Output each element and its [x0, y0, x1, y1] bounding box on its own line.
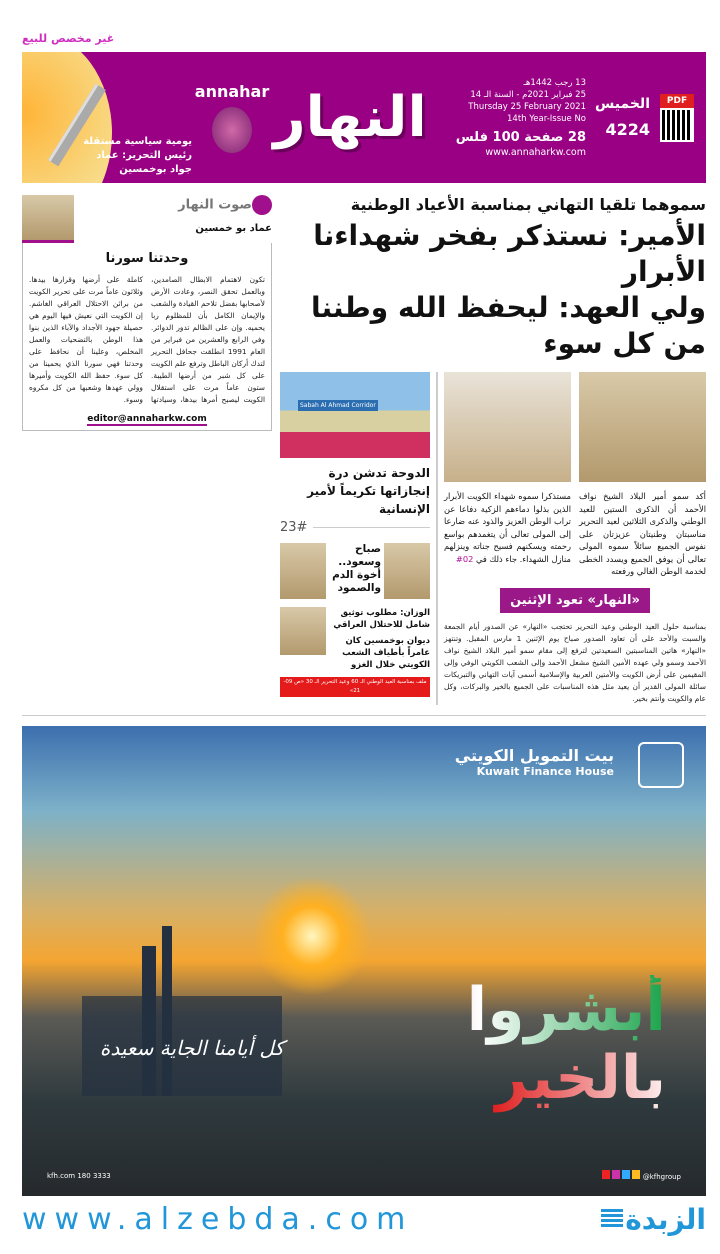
issue-number: 4224: [605, 120, 650, 139]
front-page-top: [22, 195, 706, 705]
column-divider: [436, 372, 438, 705]
email-text: editor@annaharkw.com: [87, 414, 207, 424]
sabah-headline: صباح وسعود.. أخوة الدم والصمود: [332, 543, 381, 594]
supplement-bar: ملف بمناسبة العيد الوطني الـ 60 وعيد التحرير الـ 30 «ص 09-21»: [280, 677, 430, 697]
sunset-graphic: [252, 876, 372, 996]
section-dot-icon: [252, 195, 272, 215]
headline-line-1: الأمير: نستذكر بفخر شهداءنا الأبرار: [313, 219, 706, 288]
qr-code-icon: [660, 108, 694, 142]
kfh-logo-icon: [638, 742, 684, 788]
brand-ar: بيت التمويل الكويتي: [454, 745, 614, 765]
footer-site[interactable]: www.alzebda.com: [22, 1201, 414, 1237]
column-title: وحدتنا سورنا: [105, 251, 189, 266]
doha-corridor-photo: [280, 372, 430, 458]
lead-captions: [444, 490, 706, 578]
social-handle: @kfhgroup: [642, 1172, 681, 1181]
emir-photo: [579, 372, 706, 482]
opinion-column: [22, 243, 272, 431]
lead-photos: [444, 372, 706, 482]
section-divider: [22, 715, 706, 716]
caption-emir: أكد سمو أمير البلاد الشيخ نواف الأحمد أن الذكرى الستين للعيد الوطني والذكرى الثلاثين لعيد التحرير مناسبتان وطنيتان عزيزتان على نفوس الجميع سائلاً سموه المولى تعالى أن يوفق الجميع ويسدد الخطى لخدمة الوطن الغالي ورفعته: [579, 491, 706, 576]
gregorian-date-ar: 25 فبراير 2021م - السنة الـ 14: [470, 89, 586, 100]
street-sign-text: Sabah Al Ahmad Corridor: [300, 402, 376, 409]
lead-story: [444, 372, 706, 705]
main-headline: [280, 218, 706, 362]
story-row: [280, 372, 706, 705]
ad-slogan: [376, 976, 666, 1112]
announcement-banner: «النهار» تعود الإثنين: [500, 588, 650, 613]
crown-prince-photo: [444, 372, 571, 482]
anniversary-seal-icon: [212, 107, 252, 153]
author-photo: [22, 195, 74, 243]
weekday: الخميس: [594, 96, 650, 112]
editor-email[interactable]: [29, 414, 265, 424]
caption-crown-prince: [444, 490, 571, 578]
youtube-icon[interactable]: [602, 1170, 610, 1179]
instagram-icon[interactable]: [612, 1170, 620, 1179]
column-header: [22, 195, 272, 243]
middle-column: [280, 372, 430, 705]
lines-icon: [601, 1209, 623, 1229]
divider: [313, 527, 430, 528]
doha-page-ref[interactable]: 23#: [280, 520, 308, 535]
pdf-icon[interactable]: PDF: [660, 94, 694, 108]
pdf-zone: [658, 94, 696, 142]
headline-kicker: سموهما تلقيا التهاني بمناسبة الأعياد الوطنية: [350, 195, 706, 214]
not-for-sale-label: غير مخصص للبيع: [22, 32, 115, 45]
kfh-brand: [455, 746, 614, 778]
zebda-logo-text: الزبدة: [625, 1202, 706, 1236]
kfh-advertisement[interactable]: [22, 726, 706, 1196]
hijri-date: 13 رجب 1442هـ: [523, 77, 586, 88]
opinion-area: [22, 195, 272, 705]
section-name: صوت النهار: [178, 197, 252, 213]
masthead: [22, 52, 706, 183]
pages-price: 28 صفحة 100 فلس: [455, 129, 586, 145]
footer: [22, 1202, 706, 1237]
ad-contact: kfh.com 180 3333: [47, 1171, 111, 1180]
doha-headline: الدوحة تدشن درة إنجازاتها تكريماً لأمير الإنسانية: [307, 466, 430, 516]
caption-text: مستذكرا سموه شهداء الكويت الأبرار الذين بذلوا دماءهم الزكية دفاعا عن تراب الوطن العزيز والذود عنه ضارعا إلى المولى تعالى أن يتغمدهم بواسع رحمته ويسكنهم فسيح جناته وينزلهم منازل الشهداء. جاء ذلك في: [444, 491, 571, 564]
logo-en: annahar: [194, 82, 270, 101]
date-en: Thursday 25 February 2021: [468, 101, 586, 112]
year-issue-label: 14th Year-Issue No: [507, 113, 586, 124]
wazzan-photo: [280, 607, 326, 655]
announcement-text: بمناسبة حلول العيد الوطني وعيد التحرير تحتجب «النهار» عن الصدور أيام الجمعة والسبت والأحد على أن تعاود الصدور صباح يوم الإثنين 1 مارس المقبل. وتنتهز «النهار» هاتين المناسبتين السعيدتين لترفع إلى مقام سمو أمير البلاد الشيخ نواف الأحمد وسمو ولي عهده الأمين الشيخ مشعل الأحمد وإلى الشعب الكويتي الوفي وإلى المقيمين على أرض الكويت والأمتين العربية والإسلامية أسمى آيات التهاني والتبريكات سائلة المولى القدير أن يعيد مثل هذه المناسبات على الجميع بالخير والبركات، وكل عام والكويت وأنتم بخير.: [444, 621, 706, 703]
page-ref[interactable]: 02#: [455, 553, 474, 564]
sabah-story: [280, 543, 430, 599]
column-body: تكون لاهتمام الابطال الصامدين، وبالعمل تحقق النصر، وعادت الأرض لأصحابها بفضل تلاحم القيادة والشعب والإيمان الكامل بأن للمظلوم ربا يحميه. وإن على الظالم تدور الدوائر. وفي الرابع والعشرين من فبراير من العام 1991 انطلقت جحافل التحرير لتدك أركان الباطل وترفع علم الكويت على كل شبر من أرضها الطيبة. ستون عاماً مرت على استقلال الكويت ليصبح أمرها بيدها، وسيادتها كاملة على أرضها وقرارها بيدها. وثلاثون عاماً مرت على تحرير الكويت من براثن الاحتلال العراقي الغاشم. إن الكويت التي نعيش فيها اليوم هي حصيلة جهود الأجداد والآباء الذين بنوا هذا الوطن بالتضحيات والعمل المخلص، وعلينا أن نحافظ على وحدتنا فهي سورنا الذي يحمينا من كل سوء. حفظ الله الكويت وأميرها وولي عهدها وشعبها من كل مكروه وسوء.: [29, 275, 265, 404]
masthead-left: [32, 59, 192, 177]
masthead-tagline: [72, 135, 192, 177]
website-link[interactable]: www.annaharkw.com: [485, 146, 586, 158]
diwan-headline: ديوان بوخمسين كان عامراً بأطياف الشعب الكويتي خلال الغزو: [342, 636, 430, 670]
editor-in-chief: رئيس التحرير: عماد جواد بوخمسين: [96, 149, 192, 175]
headline-line-2: ولي العهد: ليحفظ الله وطننا من كل سوء: [311, 291, 706, 360]
snapchat-icon[interactable]: [632, 1170, 640, 1179]
saud-photo: [280, 543, 326, 599]
tagline: يومية سياسية مستقلة: [83, 135, 192, 147]
sabah-photo: [384, 543, 430, 599]
brand-zone: [194, 82, 270, 153]
date-info: [436, 77, 586, 159]
zebda-logo: [601, 1203, 706, 1236]
logo-ar: النهار: [273, 84, 427, 150]
column-header-text: [178, 195, 272, 234]
wazzan-stories: [330, 607, 430, 671]
brand-en: Kuwait Finance House: [476, 764, 614, 778]
doha-ref-row: [280, 520, 430, 535]
column-section-logo: [178, 195, 272, 215]
ad-greeting: كل أيامنا الجاية سعيدة: [99, 1035, 285, 1060]
wazzan-headline: الوزان: مطلوب توثيق شامل للاحتلال العراقي: [333, 608, 430, 630]
slogan-text: أبشروا بالخير: [466, 974, 666, 1113]
day-issue: [594, 96, 650, 139]
twitter-icon[interactable]: [622, 1170, 630, 1179]
main-story-area: [280, 195, 706, 705]
ad-social: [602, 1170, 681, 1181]
column-author: عماد بو خمسين: [195, 223, 272, 234]
wazzan-story: [280, 607, 430, 671]
